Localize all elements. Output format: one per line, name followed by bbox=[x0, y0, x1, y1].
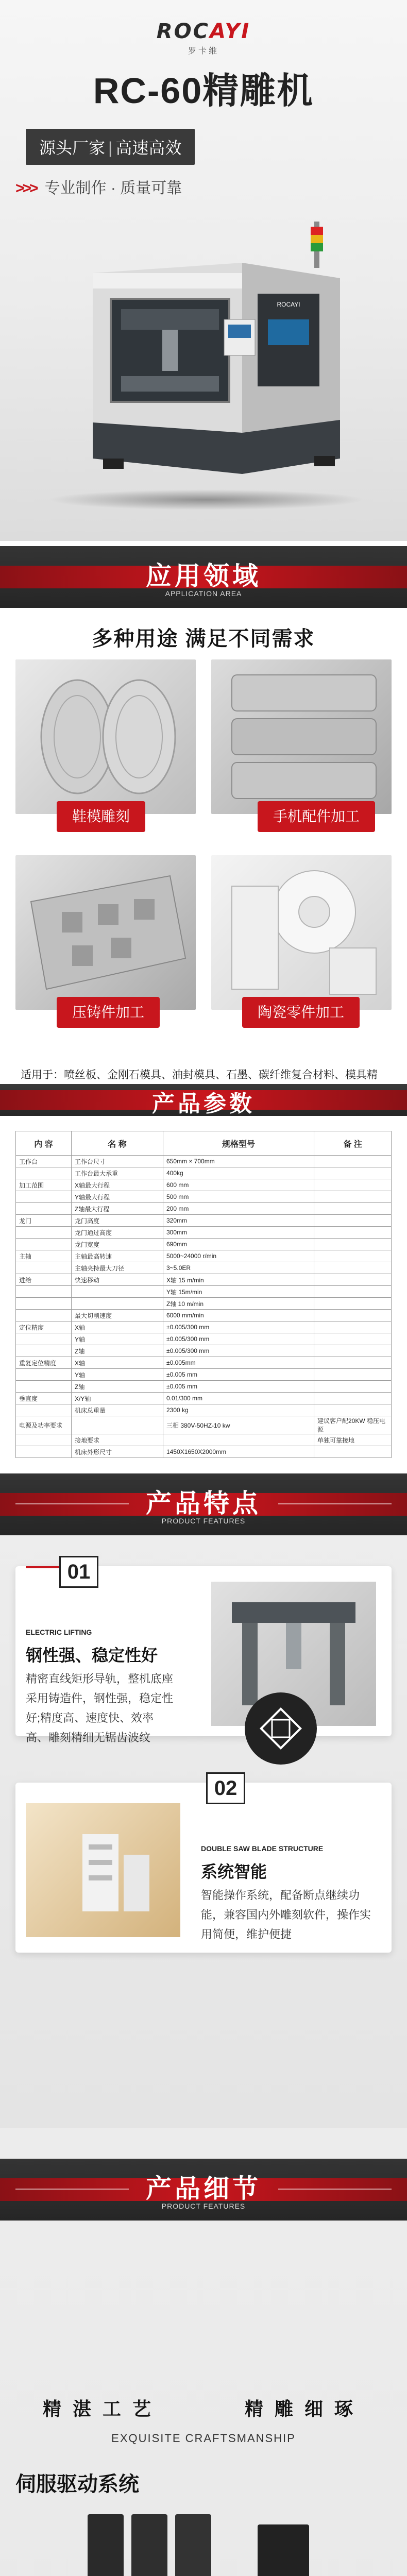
table-cell-note: 单独可靠接地 bbox=[314, 1434, 392, 1446]
table-cell-note bbox=[314, 1333, 392, 1345]
table-cell-note bbox=[314, 1156, 392, 1167]
table-cell-name: X/Y轴 bbox=[72, 1393, 163, 1404]
table-cell-name: 工作台最大承重 bbox=[72, 1167, 163, 1179]
table-cell-note bbox=[314, 1286, 392, 1298]
table-cell-spec: 6000 mm/min bbox=[163, 1310, 314, 1321]
table-cell-spec: 200 mm bbox=[163, 1203, 314, 1215]
column-header: 规格型号 bbox=[163, 1131, 314, 1156]
table-cell-spec: 3~5.0ER bbox=[163, 1262, 314, 1274]
table-cell-name: 主轴最高转速 bbox=[72, 1250, 163, 1262]
chevron-arrows-icon: >>> bbox=[15, 180, 37, 197]
table-cell-name bbox=[72, 1286, 163, 1298]
accent-bar bbox=[26, 1566, 62, 1568]
table-cell-note bbox=[314, 1369, 392, 1381]
table-cell-note bbox=[314, 1446, 392, 1458]
table-cell-spec: 500 mm bbox=[163, 1191, 314, 1203]
table-cell-note bbox=[314, 1191, 392, 1203]
craftsmanship-english: EXQUISITE CRAFTSMANSHIP bbox=[111, 2432, 296, 2445]
table-cell-spec: 600 mm bbox=[163, 1179, 314, 1191]
brand-logo bbox=[0, 20, 407, 56]
table-cell-note bbox=[314, 1227, 392, 1239]
servo-title: 伺服驱动系统 bbox=[15, 2473, 139, 2496]
column-header: 内 容 bbox=[16, 1131, 72, 1156]
table-cell-note bbox=[314, 1262, 392, 1274]
table-cell-spec: ±0.005/300 mm bbox=[163, 1345, 314, 1357]
table-row bbox=[16, 1381, 392, 1393]
table-cell-category: 主轴 bbox=[16, 1250, 72, 1262]
table-cell-category bbox=[16, 1369, 72, 1381]
column-header: 备 注 bbox=[314, 1131, 392, 1156]
signal-light-red bbox=[311, 227, 323, 235]
table-cell-spec: X轴 15 m/min bbox=[163, 1274, 314, 1286]
slogan-text: 专业制作 · 质量可靠 bbox=[44, 180, 182, 197]
table-cell-name: Z轴 bbox=[72, 1381, 163, 1393]
section-title: 产品参数 bbox=[152, 1091, 255, 1116]
table-row bbox=[16, 1310, 392, 1321]
table-cell-name: X轴 bbox=[72, 1321, 163, 1333]
table-cell-category bbox=[16, 1262, 72, 1274]
application-tile bbox=[211, 659, 392, 814]
shoe-mold-image bbox=[15, 659, 196, 814]
table-cell-category: 定位精度 bbox=[16, 1321, 72, 1333]
application-tile bbox=[211, 855, 392, 1010]
work-table bbox=[121, 376, 219, 392]
feature-title: 系统智能 bbox=[201, 1862, 267, 1881]
table-cell-category bbox=[16, 1227, 72, 1239]
section-title: 产品特点 bbox=[146, 1489, 261, 1518]
table-cell-category: 龙门 bbox=[16, 1215, 72, 1227]
table-cell-category bbox=[16, 1381, 72, 1393]
application-tile bbox=[15, 659, 196, 814]
parameter-table bbox=[15, 1131, 392, 1458]
feature-description: 精密直线矩形导轨，整机底座采用铸造件，钢性强，稳定性好;精度高、速度快、效率高、雕刻精细无锯齿波纹 bbox=[26, 1672, 174, 1744]
craft-right: 精雕细琢 bbox=[245, 2398, 365, 2419]
table-cell-note bbox=[314, 1239, 392, 1250]
table-cell-name bbox=[72, 1298, 163, 1310]
table-row bbox=[16, 1298, 392, 1310]
table-cell-spec: 400kg bbox=[163, 1167, 314, 1179]
building-icon-image bbox=[26, 1803, 180, 1937]
table-cell-name: Z轴 bbox=[72, 1345, 163, 1357]
feature-cube-icon bbox=[242, 1690, 319, 1767]
hero-slogan bbox=[15, 175, 182, 198]
table-row bbox=[16, 1156, 392, 1167]
table-cell-name: X轴最大行程 bbox=[72, 1179, 163, 1191]
ceramic-part-image bbox=[211, 855, 392, 1010]
table-cell-spec: 690mm bbox=[163, 1239, 314, 1250]
table-cell-category: 垂直度 bbox=[16, 1393, 72, 1404]
cabinet-brand-label: ROCAYI bbox=[277, 301, 300, 308]
table-cell-name: 龙门通过高度 bbox=[72, 1227, 163, 1239]
table-cell-name: 机床总重量 bbox=[72, 1404, 163, 1416]
table-row bbox=[16, 1274, 392, 1286]
table-cell-name: Z轴最大行程 bbox=[72, 1203, 163, 1215]
section-subtitle: APPLICATION AREA bbox=[165, 589, 242, 598]
tile-caption: 压铸件加工 bbox=[57, 997, 160, 1028]
section-header-params bbox=[0, 1082, 407, 1123]
table-cell-spec: 650mm × 700mm bbox=[163, 1156, 314, 1167]
section-subtitle: PRODUCT FEATURES bbox=[161, 2202, 246, 2210]
feature-title: 钢性强、稳定性好 bbox=[26, 1646, 158, 1665]
table-cell-category: 进给 bbox=[16, 1274, 72, 1286]
application-headline: 多种用途 满足不同需求 bbox=[92, 628, 315, 650]
feature-image bbox=[26, 1803, 180, 1937]
table-cell-spec: 300mm bbox=[163, 1227, 314, 1239]
control-screen bbox=[268, 319, 309, 345]
column-header: 名 称 bbox=[72, 1131, 163, 1156]
feature-card bbox=[15, 1783, 392, 1953]
table-cell-note bbox=[314, 1179, 392, 1191]
machine-top-trim bbox=[93, 273, 242, 289]
table-cell-spec: ±0.005 mm bbox=[163, 1369, 314, 1381]
table-cell-name: 龙门宽度 bbox=[72, 1239, 163, 1250]
table-cell-spec bbox=[163, 1434, 314, 1446]
table-cell-note bbox=[314, 1357, 392, 1369]
table-row bbox=[16, 1167, 392, 1179]
feature-card bbox=[15, 1566, 392, 1744]
spindle-gantry bbox=[121, 309, 219, 330]
table-row bbox=[16, 1446, 392, 1458]
table-cell-spec: 0.01/300 mm bbox=[163, 1393, 314, 1404]
table-cell-note bbox=[314, 1274, 392, 1286]
table-cell-name: X轴 bbox=[72, 1357, 163, 1369]
tile-caption: 鞋模雕刻 bbox=[57, 801, 145, 832]
hero-banner bbox=[0, 0, 407, 541]
table-row bbox=[16, 1286, 392, 1298]
table-row bbox=[16, 1321, 392, 1333]
table-row bbox=[16, 1416, 392, 1434]
table-row bbox=[16, 1369, 392, 1381]
table-body bbox=[16, 1156, 392, 1458]
table-cell-spec: ±0.005 mm bbox=[163, 1381, 314, 1393]
cnc-machine-illustration bbox=[72, 216, 361, 505]
table-cell-note bbox=[314, 1298, 392, 1310]
table-row bbox=[16, 1404, 392, 1416]
feature-english-label: ELECTRIC LIFTING bbox=[26, 1628, 92, 1636]
machine-foot bbox=[103, 459, 124, 469]
logo-wordmark: ROCAYI bbox=[156, 20, 251, 43]
table-cell-note bbox=[314, 1404, 392, 1416]
table-cell-name: Y轴最大行程 bbox=[72, 1191, 163, 1203]
feature-number: 02 bbox=[206, 1772, 245, 1804]
feature-english-label: DOUBLE SAW BLADE STRUCTURE bbox=[201, 1844, 324, 1853]
product-title: RC-60精雕机 bbox=[93, 71, 314, 111]
table-cell-note bbox=[314, 1250, 392, 1262]
application-tile bbox=[15, 855, 196, 1010]
feature-number: 01 bbox=[59, 1556, 98, 1588]
table-cell-spec: ±0.005mm bbox=[163, 1357, 314, 1369]
table-cell-category bbox=[16, 1239, 72, 1250]
table-row bbox=[16, 1250, 392, 1262]
table-row bbox=[16, 1191, 392, 1203]
die-cast-part-image bbox=[15, 855, 196, 1010]
table-cell-note bbox=[314, 1393, 392, 1404]
signal-light-yellow bbox=[311, 235, 323, 243]
spindle bbox=[162, 330, 178, 371]
application-description: 适用于：喷丝板、金刚石模具、油封模具、石墨、碳纤维复合材料、模具精 bbox=[21, 1069, 378, 1081]
table-cell-spec: Z轴 10 m/min bbox=[163, 1298, 314, 1310]
section-header-application bbox=[0, 546, 407, 608]
table-cell-category: 电源及功率要求 bbox=[16, 1416, 72, 1434]
table-cell-category bbox=[16, 1191, 72, 1203]
table-cell-note bbox=[314, 1167, 392, 1179]
pendant-screen bbox=[228, 325, 251, 338]
table-cell-name: Y轴 bbox=[72, 1369, 163, 1381]
badge-text-source: 源头厂家 bbox=[39, 139, 106, 157]
table-row bbox=[16, 1345, 392, 1357]
table-header-row bbox=[16, 1131, 392, 1156]
table-row bbox=[16, 1215, 392, 1227]
logo-chinese-name: 罗卡维 bbox=[188, 47, 219, 56]
table-cell-name: 主轴夹持最大刀径 bbox=[72, 1262, 163, 1274]
servo-drive-image bbox=[10, 2504, 397, 2576]
feature-description: 智能操作系统，配备断点继续功能，兼容国内外雕刻软件，操作实用简便，维护便捷 bbox=[201, 1889, 371, 1941]
table-cell-note bbox=[314, 1321, 392, 1333]
signal-light-green bbox=[311, 243, 323, 251]
table-cell-spec: 1450X1650X2000mm bbox=[163, 1446, 314, 1458]
badge-separator: | bbox=[108, 139, 113, 157]
table-cell-category bbox=[16, 1434, 72, 1446]
table-cell-name: 最大切削速度 bbox=[72, 1310, 163, 1321]
table-cell-category bbox=[16, 1286, 72, 1298]
table-cell-spec: 5000~24000 r/min bbox=[163, 1250, 314, 1262]
machine-foot bbox=[314, 456, 335, 466]
table-row bbox=[16, 1179, 392, 1191]
table-cell-category: 重复定位精度 bbox=[16, 1357, 72, 1369]
table-cell-spec: 2300 kg bbox=[163, 1404, 314, 1416]
table-cell-note bbox=[314, 1203, 392, 1215]
table-cell-spec: 320mm bbox=[163, 1215, 314, 1227]
table-cell-category bbox=[16, 1167, 72, 1179]
craft-left: 精湛工艺 bbox=[42, 2398, 162, 2419]
table-row bbox=[16, 1203, 392, 1215]
table-cell-category bbox=[16, 1333, 72, 1345]
table-cell-spec: Y轴 15m/min bbox=[163, 1286, 314, 1298]
table-cell-note bbox=[314, 1381, 392, 1393]
table-row bbox=[16, 1333, 392, 1345]
table-cell-category: 工作台 bbox=[16, 1156, 72, 1167]
table-row bbox=[16, 1393, 392, 1404]
table-row bbox=[16, 1357, 392, 1369]
table-cell-note bbox=[314, 1215, 392, 1227]
hero-badge bbox=[26, 129, 195, 165]
table-cell-note bbox=[314, 1310, 392, 1321]
table-cell-name: 机床外形尺寸 bbox=[72, 1446, 163, 1458]
table-row bbox=[16, 1239, 392, 1250]
section-subtitle: PRODUCT FEATURES bbox=[161, 1517, 246, 1525]
table-row bbox=[16, 1227, 392, 1239]
table-cell-category bbox=[16, 1404, 72, 1416]
table-cell-category bbox=[16, 1446, 72, 1458]
tile-caption: 手机配件加工 bbox=[258, 801, 375, 832]
table-cell-spec: 三相 380V-50HZ-10 kw bbox=[163, 1416, 314, 1434]
table-row bbox=[16, 1434, 392, 1446]
table-cell-category bbox=[16, 1298, 72, 1310]
table-cell-note bbox=[314, 1345, 392, 1357]
phone-parts-image bbox=[211, 659, 392, 814]
table-cell-name: 接地要求 bbox=[72, 1434, 163, 1446]
table-cell-category bbox=[16, 1203, 72, 1215]
section-title: 应用领域 bbox=[146, 562, 261, 590]
table-cell-name bbox=[72, 1416, 163, 1434]
badge-text-speed: 高速高效 bbox=[115, 139, 182, 157]
table-cell-name: 龙门高度 bbox=[72, 1215, 163, 1227]
table-cell-category: 加工范围 bbox=[16, 1179, 72, 1191]
craftsmanship-slogan bbox=[0, 2395, 407, 2421]
table-cell-spec: ±0.005/300 mm bbox=[163, 1321, 314, 1333]
table-cell-note: 建议客户配20KW 稳压电源 bbox=[314, 1416, 392, 1434]
tile-caption: 陶瓷零件加工 bbox=[242, 997, 360, 1028]
section-header-features bbox=[0, 1473, 407, 1535]
table-cell-name: 工作台尺寸 bbox=[72, 1156, 163, 1167]
table-cell-name: Y轴 bbox=[72, 1333, 163, 1345]
table-row bbox=[16, 1262, 392, 1274]
table-cell-name: 快速移动 bbox=[72, 1274, 163, 1286]
table-cell-category bbox=[16, 1345, 72, 1357]
section-title: 产品细节 bbox=[146, 2174, 261, 2203]
section-header-details bbox=[0, 2159, 407, 2221]
table-cell-spec: ±0.005/300 mm bbox=[163, 1333, 314, 1345]
table-cell-category bbox=[16, 1310, 72, 1321]
